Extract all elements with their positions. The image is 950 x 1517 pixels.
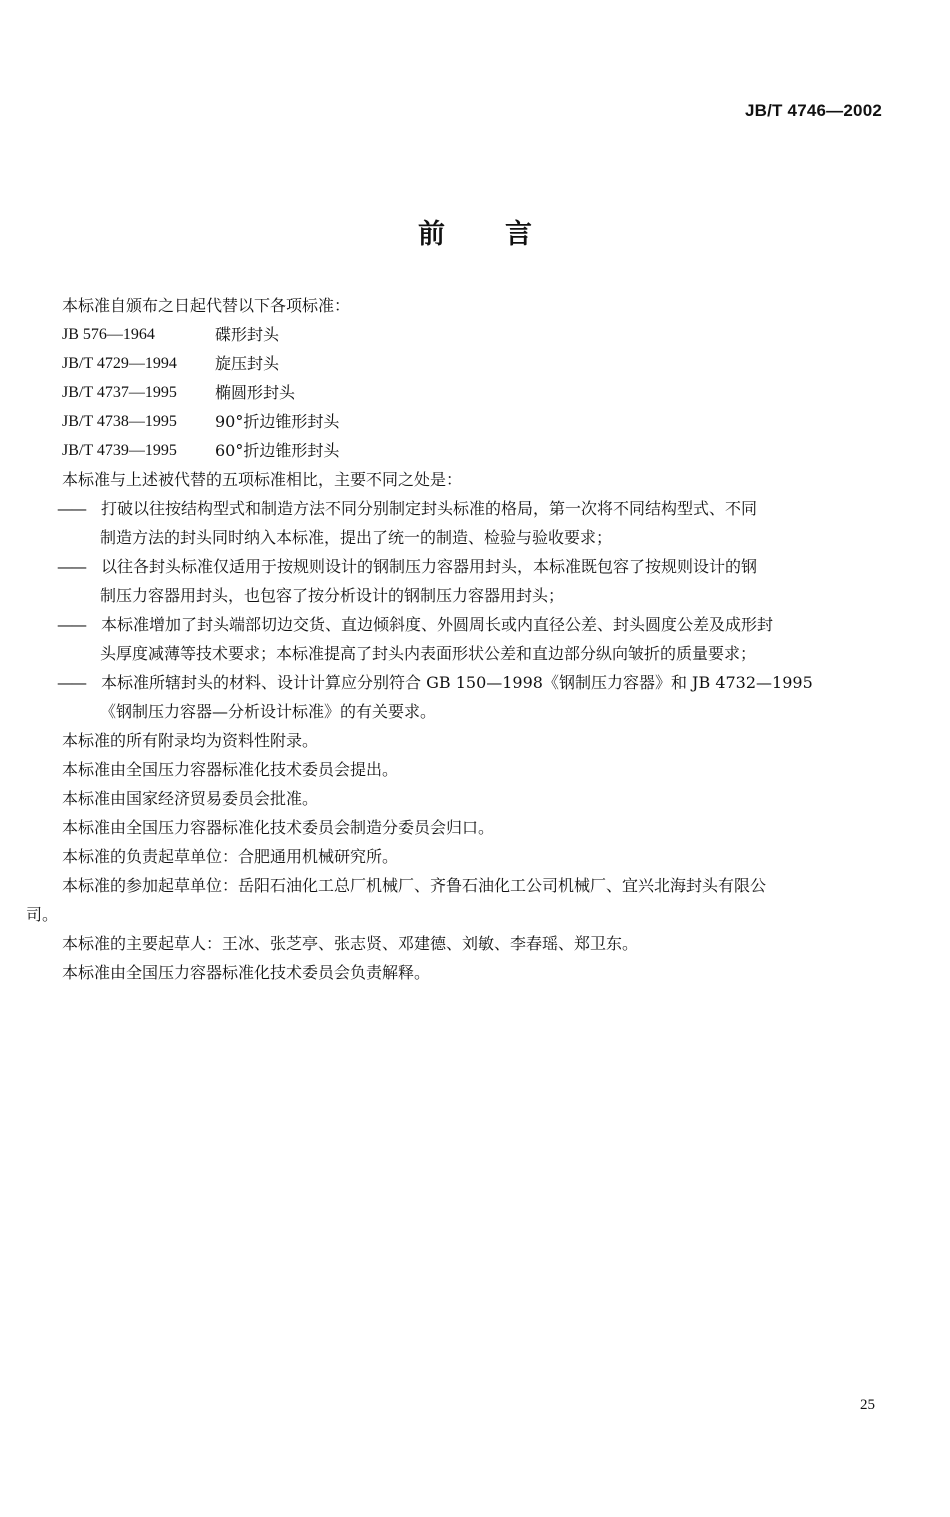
difference-line-2: 制压力容器用封头，也包容了按分析设计的钢制压力容器用封头； (100, 586, 565, 605)
main-drafters-statement: 本标准的主要起草人：王冰、张芝亭、张志贤、邓建德、刘敏、李春瑶、郑卫东。 (62, 934, 639, 953)
difference-item (57, 494, 900, 552)
difference-line-1: 本标准增加了封头端部切边交货、直边倾斜度、外圆周长或内直径公差、封头圆度公差及成形封 (101, 615, 774, 634)
replaced-standard-code: JB/T 4738—1995 (62, 413, 177, 430)
difference-item (57, 668, 900, 726)
difference-line-2: 《钢制压力容器—分析设计标准》的有关要求。 (100, 702, 437, 721)
centralized-by-statement: 本标准由全国压力容器标准化技术委员会制造分委员会归口。 (62, 818, 495, 837)
comparison-intro: 本标准与上述被代替的五项标准相比，主要不同之处是： (62, 470, 463, 489)
page-title: 前言 (418, 219, 592, 250)
replaced-standard-code: JB/T 4729—1994 (62, 355, 177, 372)
standard-code: JB/T 4746—2002 (745, 101, 882, 120)
difference-line-2: 制造方法的封头同时纳入本标准，提出了统一的制造、检验与验收要求； (100, 528, 613, 547)
replaced-standard-name: 60°折边锥形封头 (215, 441, 340, 460)
interpretation-statement: 本标准由全国压力容器标准化技术委员会负责解释。 (62, 963, 431, 982)
participating-drafters-statement (26, 871, 900, 929)
difference-line-2: 头厚度减薄等技术要求；本标准提高了封头内表面形状公差和直边部分纵向皱折的质量要求； (100, 644, 757, 663)
replaced-standard-item (62, 349, 900, 378)
replaced-standard-item (62, 436, 900, 465)
list-dash: —— (57, 557, 85, 576)
replaced-standard-item (62, 378, 900, 407)
list-dash: —— (57, 615, 85, 634)
approved-by-statement: 本标准由国家经济贸易委员会批准。 (62, 789, 319, 808)
replaced-standard-code: JB/T 4739—1995 (62, 442, 177, 459)
replaced-standard-code: JB 576—1964 (62, 326, 155, 343)
foreword-body (26, 291, 900, 987)
intro-paragraph: 本标准自颁布之日起代替以下各项标准： (62, 296, 351, 315)
replaced-standard-code: JB/T 4737—1995 (62, 384, 177, 401)
difference-item (57, 610, 900, 668)
difference-line-1: 以往各封头标准仅适用于按规则设计的钢制压力容器用封头，本标准既包容了按规则设计的钢 (101, 557, 758, 576)
replaced-standard-name: 旋压封头 (215, 354, 280, 373)
replaced-standard-name: 90°折边锥形封头 (215, 412, 340, 431)
participating-line-1: 本标准的参加起草单位：岳阳石油化工总厂机械厂、齐鲁石油化工公司机械厂、宜兴北海封头有限公 (62, 876, 767, 895)
replaced-standard-item (62, 407, 900, 436)
replaced-standard-item (62, 320, 900, 349)
difference-line-1: 打破以往按结构型式和制造方法不同分别制定封头标准的格局，第一次将不同结构型式、不同 (101, 499, 758, 518)
appendix-statement: 本标准的所有附录均为资料性附录。 (62, 731, 319, 750)
proposed-by-statement: 本标准由全国压力容器标准化技术委员会提出。 (62, 760, 399, 779)
participating-line-2: 司。 (26, 905, 59, 924)
difference-line-1: 本标准所辖封头的材料、设计计算应分别符合 GB 150—1998《钢制压力容器》和 JB 4732—1995 (101, 673, 813, 692)
list-dash: —— (57, 499, 85, 518)
responsible-drafter-statement: 本标准的负责起草单位：合肥通用机械研究所。 (62, 847, 399, 866)
list-dash: —— (57, 673, 85, 692)
difference-item (57, 552, 900, 610)
replaced-standard-name: 椭圆形封头 (215, 383, 296, 402)
page-number: 25 (860, 1397, 875, 1413)
replaced-standard-name: 碟形封头 (215, 325, 280, 344)
